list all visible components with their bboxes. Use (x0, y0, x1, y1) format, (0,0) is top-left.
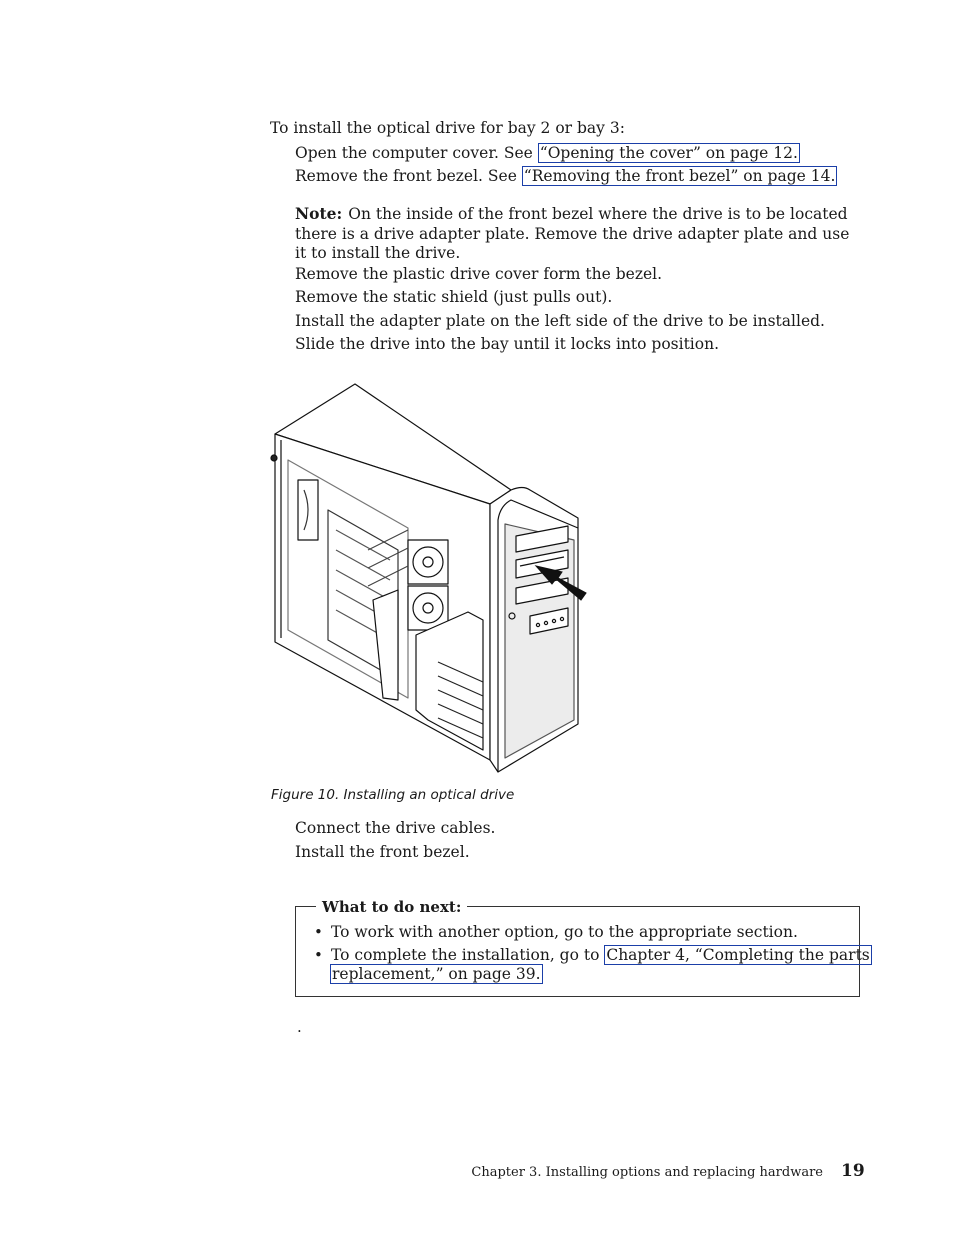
trailing-period: . (297, 1018, 302, 1036)
page-number: 19 (841, 1161, 865, 1181)
link-opening-cover[interactable]: “Opening the cover” on page 12. (539, 144, 798, 162)
bullet-link-continuation (330, 965, 543, 984)
step-install-bezel: Install the front bezel. (295, 843, 470, 861)
intro-text: To install the optical drive for bay 2 or bay 3: (270, 119, 625, 137)
optical-drive-illustration (268, 380, 598, 775)
bullet-complete-installation (331, 946, 872, 965)
step-install-adapter-plate: Install the adapter plate on the left side of the drive to be installed. (295, 312, 825, 330)
step-remove-bezel (295, 167, 837, 186)
step-open-cover (295, 144, 800, 163)
box-title: What to do next: (316, 899, 467, 916)
link-chapter-4[interactable]: Chapter 4, “Completing the parts (606, 946, 870, 964)
bullet-marker: • (314, 946, 323, 964)
bullet-complete-text: To complete the installation, go to (331, 946, 605, 964)
bullet-another-option: To work with another option, go to the appropriate section. (331, 923, 798, 941)
what-to-do-next-box (295, 898, 870, 997)
footer-chapter-title: Chapter 3. Installing options and replacing hardware (471, 1165, 823, 1180)
link-removing-bezel[interactable]: “Removing the front bezel” on page 14. (523, 167, 836, 185)
note-text: On the inside of the front bezel where the drive is to be located there is a drive adapter plate. Remove the drive adapter plate and use it to install the drive. (295, 205, 850, 262)
figure-caption: Figure 10. Installing an optical drive (271, 787, 515, 803)
note-block (295, 204, 863, 264)
step-slide-drive: Slide the drive into the bay until it locks into position. (295, 335, 720, 353)
step-connect-cables: Connect the drive cables. (295, 819, 496, 837)
note-label: Note: (295, 204, 343, 223)
step-remove-static-shield: Remove the static shield (just pulls out). (295, 288, 613, 306)
step-remove-bezel-text: Remove the front bezel. See (295, 167, 522, 185)
bullet-marker: • (314, 923, 323, 941)
step-open-cover-text: Open the computer cover. See (295, 144, 538, 162)
link-chapter-4-continued[interactable]: replacement,” on page 39. (332, 965, 541, 983)
step-remove-drive-cover: Remove the plastic drive cover form the bezel. (295, 265, 663, 283)
